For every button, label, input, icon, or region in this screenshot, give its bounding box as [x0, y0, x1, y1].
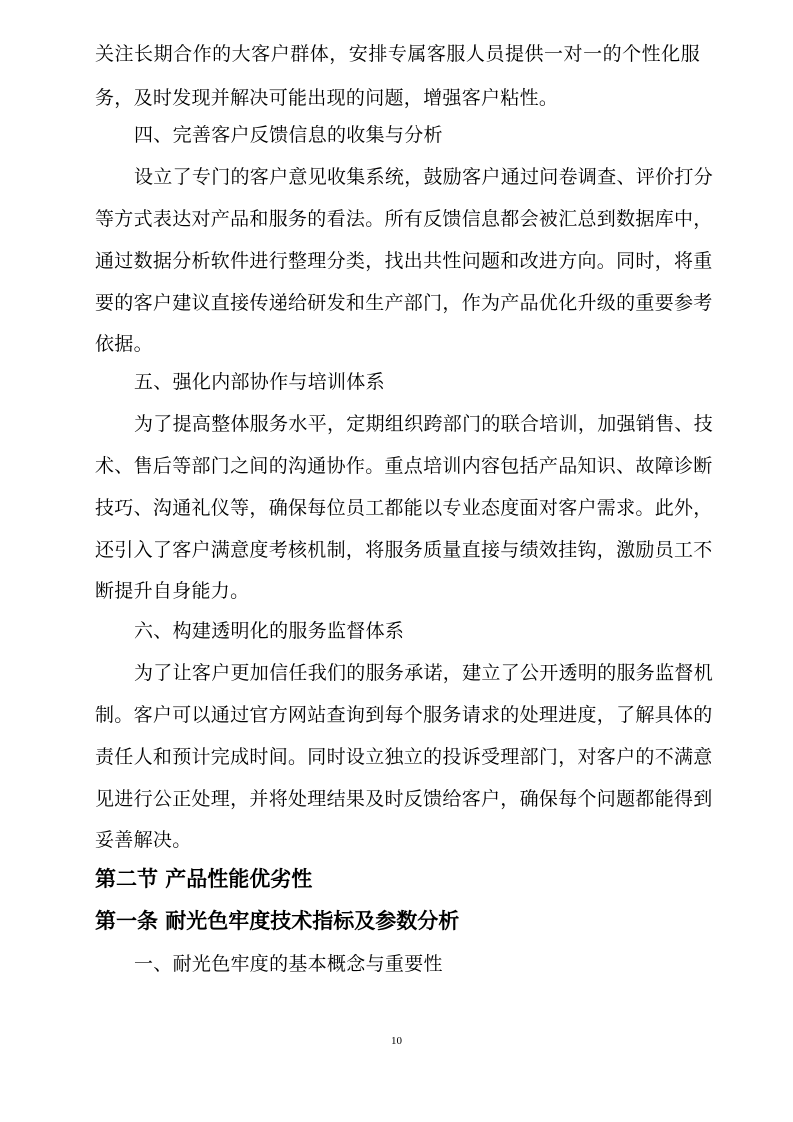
subsection-heading: 六、构建透明化的服务监督体系 [134, 620, 405, 642]
section-heading: 第二节 产品性能优劣性 [95, 867, 313, 891]
paragraph-line: 妥善解决。 [95, 829, 192, 851]
paragraph-line: 技巧、沟通礼仪等，确保每位员工都能以专业态度面对客户需求。此外， [95, 497, 713, 519]
paragraph-line: 见进行公正处理，并将处理结果及时反馈给客户，确保每个问题都能得到 [95, 788, 713, 810]
paragraph-line: 为了提高整体服务水平，定期组织跨部门的联合培训，加强销售、技 [134, 413, 714, 435]
paragraph-line: 关注长期合作的大客户群体，安排专属客服人员提供一对一的个性化服 [95, 43, 700, 65]
paragraph-line: 责任人和预计完成时间。同时设立独立的投诉受理部门，对客户的不满意 [95, 746, 713, 768]
paragraph-line: 制。客户可以通过官方网站查询到每个服务请求的处理进度，了解具体的 [95, 704, 713, 726]
paragraph-line: 务，及时发现并解决可能出现的问题，增强客户粘性。 [95, 87, 559, 109]
paragraph-line: 为了让客户更加信任我们的服务承诺，建立了公开透明的服务监督机 [134, 662, 714, 684]
paragraph-line: 断提升自身能力。 [95, 580, 250, 602]
subsection-heading: 一、耐光色牢度的基本概念与重要性 [134, 953, 443, 975]
paragraph-line: 还引入了客户满意度考核机制，将服务质量直接与绩效挂钩，激励员工不 [95, 539, 713, 561]
paragraph-line: 通过数据分析软件进行整理分类，找出共性问题和改进方向。同时，将重 [95, 250, 713, 272]
page-number: 10 [391, 1035, 402, 1047]
subsection-heading: 四、完善客户反馈信息的收集与分析 [134, 124, 443, 146]
paragraph-line: 要的客户建议直接传递给研发和生产部门，作为产品优化升级的重要参考 [95, 292, 713, 314]
paragraph-line: 设立了专门的客户意见收集系统，鼓励客户通过问卷调查、评价打分 [134, 166, 714, 188]
paragraph-line: 依据。 [95, 333, 153, 355]
paragraph-line: 等方式表达对产品和服务的看法。所有反馈信息都会被汇总到数据库中， [95, 208, 713, 230]
paragraph-line: 术、售后等部门之间的沟通协作。重点培训内容包括产品知识、故障诊断 [95, 455, 713, 477]
article-heading: 第一条 耐光色牢度技术指标及参数分析 [95, 909, 460, 933]
subsection-heading: 五、强化内部协作与培训体系 [134, 371, 385, 393]
